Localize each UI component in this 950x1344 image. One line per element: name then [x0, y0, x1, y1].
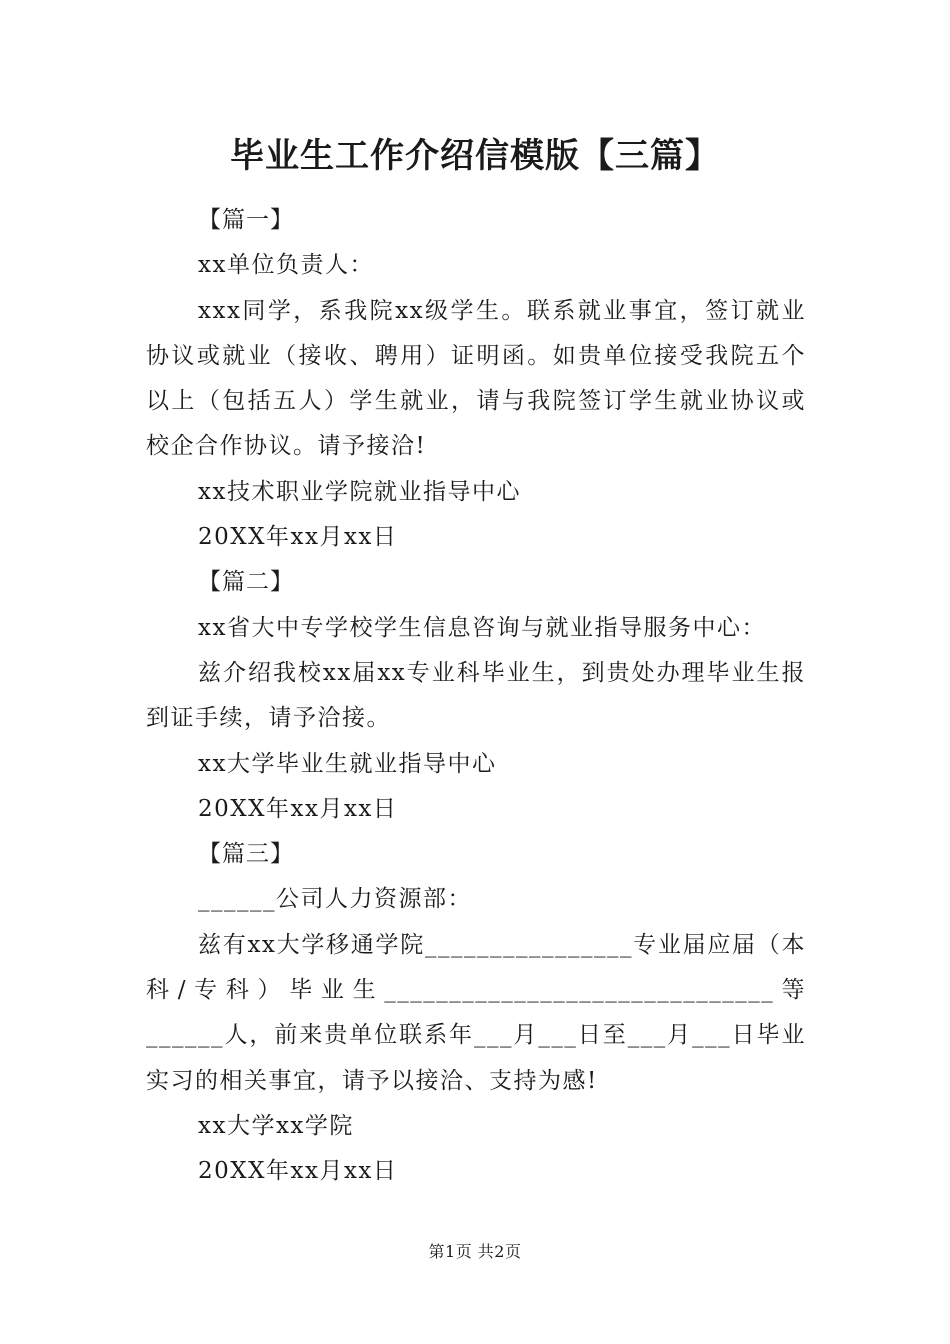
letter-body: 兹介绍我校xx届xx专业科毕业生，到贵处办理毕业生报到证手续，请予洽接。	[146, 659, 806, 732]
date: 20XX年xx月xx日	[198, 1158, 398, 1185]
date: 20XX年xx月xx日	[198, 795, 398, 822]
sender: xx技术职业学院就业指导中心	[198, 478, 521, 505]
letter-body: xxx同学，系我院xx级学生。联系就业事宜，签订就业协议或就业（接收、聘用）证明函。如贵单位接受我院五个以上（包括五人）学生就业，请与我院签订学生就业协议或校企合作协议。请予接洽!	[146, 297, 806, 460]
section-heading: 【篇一】	[198, 207, 294, 233]
section-heading: 【篇二】	[198, 569, 294, 596]
page-number: 第1页 共2页	[428, 1242, 522, 1261]
salutation: xx省大中专学校学生信息咨询与就业指导服务中心：	[198, 614, 766, 641]
section-3	[146, 832, 806, 1194]
sender: xx大学xx学院	[198, 1112, 354, 1139]
sender: xx大学毕业生就业指导中心	[198, 750, 497, 777]
salutation: xx单位负责人：	[198, 252, 374, 279]
letter-body: 兹有xx大学移通学院________________专业届应届（本科/专科）毕业生______________________________等______人，前来贵单位联系年___月___日至___月___日毕业实习的相关事宜，请予以接洽、支持为感!	[146, 931, 806, 1094]
salutation: ______公司人力资源部：	[198, 886, 472, 913]
date: 20XX年xx月xx日	[198, 524, 398, 551]
section-1	[146, 198, 806, 560]
document-body	[146, 198, 806, 1195]
section-2	[146, 560, 806, 832]
section-heading: 【篇三】	[198, 841, 294, 868]
document-title: 毕业生工作介绍信模版【三篇】	[230, 136, 720, 176]
